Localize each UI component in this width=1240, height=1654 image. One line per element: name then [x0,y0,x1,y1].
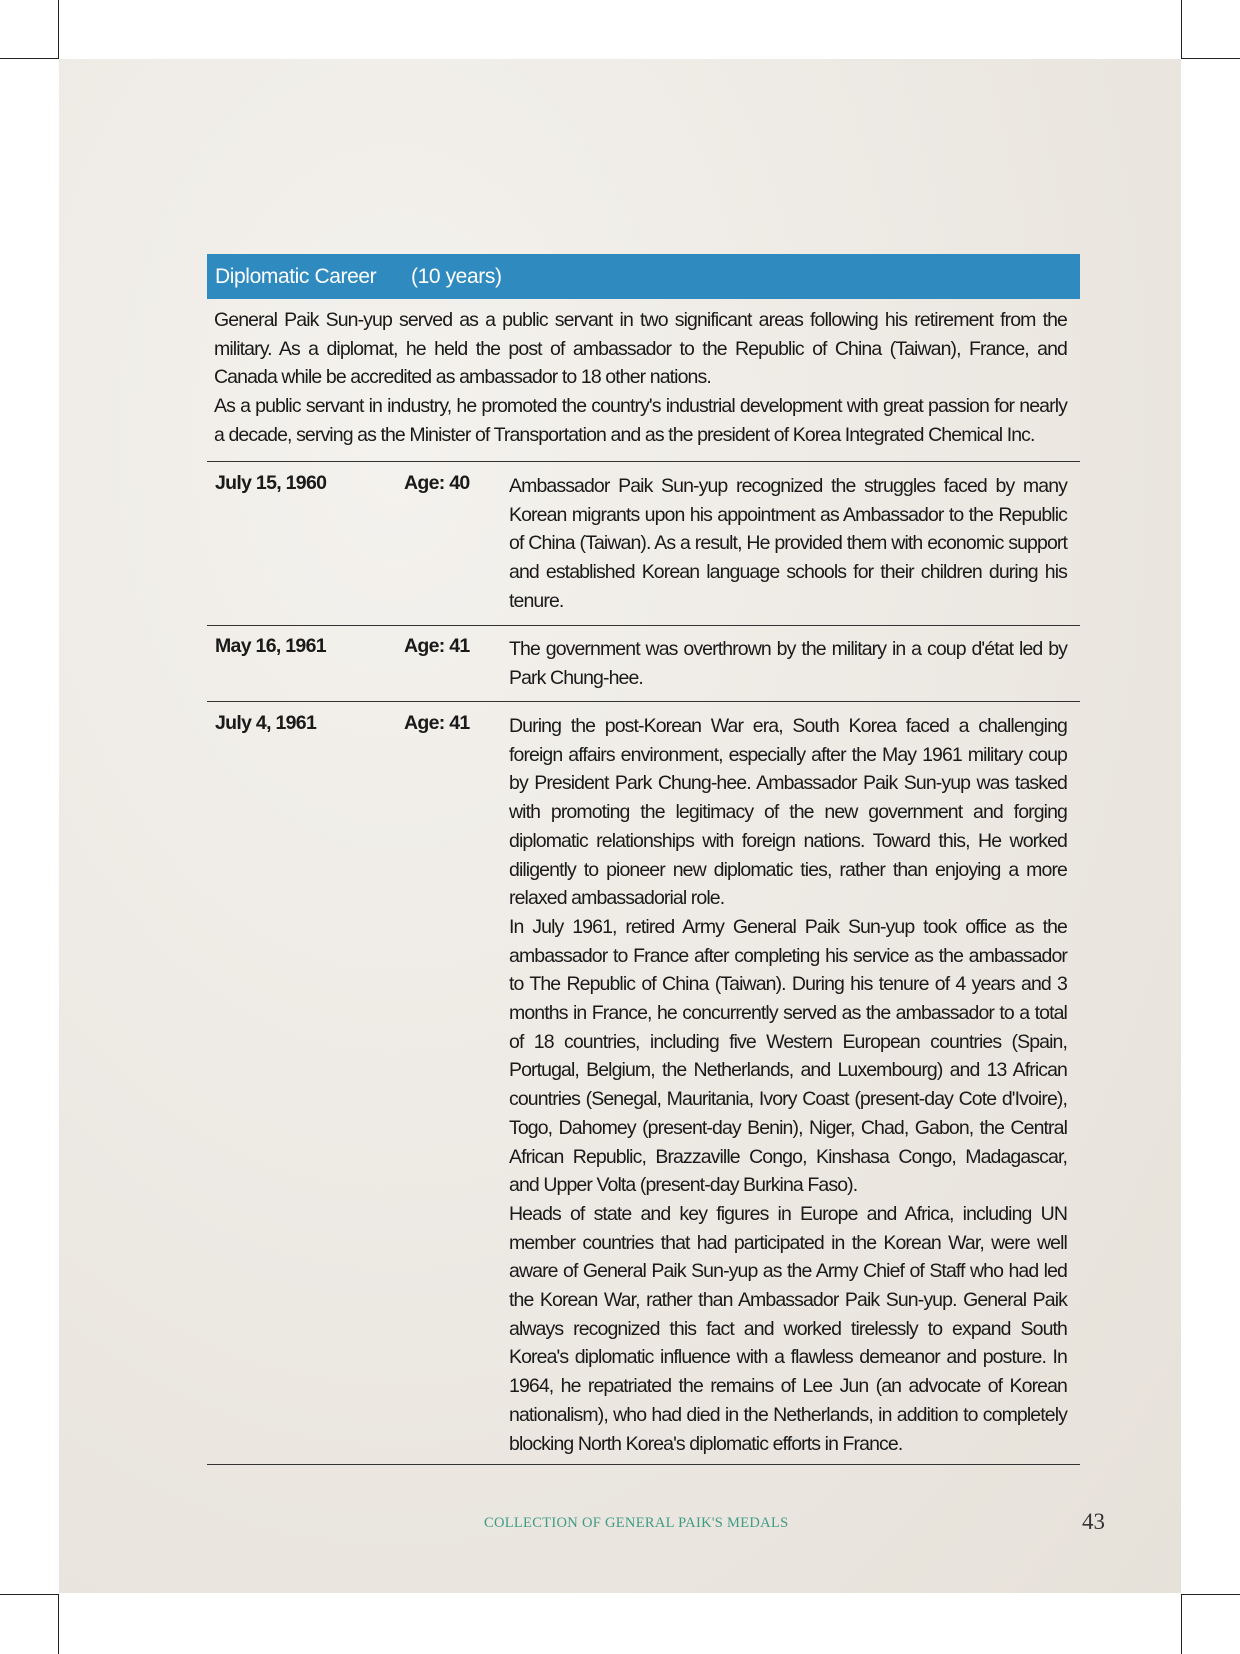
entry-paragraph: Heads of state and key figures in Europe and Africa, including UN member countries that had participated in the Korean War, were well aware of General Paik Sun-yup as the Army Chief of Staff who had led the Korean War, rather than Ambassador Paik Sun-yup. General Paik always recognized this fact and worked tirelessly to expand South Korea's diplomatic influence with a flawless demeanor and posture. In 1964, he repatriated the remains of Lee Jun (an advocate of Korean nationalism), who had died in the Netherlands, in addition to completely blocking North Korea's diplomatic efforts in France. [509,1202,1067,1455]
entry-description [509,635,1067,692]
entry-date: July 15, 1960 [215,472,327,494]
entry-paragraph: During the post-Korean War era, South Korea faced a challenging foreign affairs environment, especially after the May 1961 military coup by President Park Chung-hee. Ambassador Paik Sun-yup was tasked with promoting the legitimacy of the new government and forging diplomatic relationships with foreign nations. Toward this, He worked diligently to pioneer new diplomatic ties, rather than enjoying a more relaxed ambassadorial role. [509,715,1067,910]
intro-paragraph: General Paik Sun-yup served as a public servant in two significant areas following his retirement from the military. As a diplomat, he held the post of ambassador to the Republic of China (Taiwan), France, and Canada while be accredited as ambassador to 18 other nations. [214,309,1067,389]
divider [207,461,1080,462]
footer-collection-title: COLLECTION OF GENERAL PAIK'S MEDALS [484,1515,789,1531]
entry-date: July 4, 1961 [215,712,317,734]
section-duration: (10 years) [411,264,502,288]
entry-age: Age: 41 [404,712,470,734]
crop-mark [58,1595,59,1654]
crop-mark [0,58,59,59]
crop-mark [1181,58,1240,59]
entry-date: May 16, 1961 [215,635,326,657]
crop-mark [58,0,59,59]
page-number: 43 [1082,1509,1105,1534]
entry-paragraph: The government was overthrown by the military in a coup d'état led by Park Chung-hee. [509,638,1067,689]
section-header [207,254,1080,299]
entry-description [509,712,1067,1458]
crop-mark [1181,1594,1240,1595]
divider [207,1464,1080,1465]
divider [207,625,1080,626]
entry-age: Age: 40 [404,472,470,494]
entry-age: Age: 41 [404,635,470,657]
entry-paragraph: In July 1961, retired Army General Paik Sun-yup took office as the ambassador to France after completing his service as the ambassador to The Republic of China (Taiwan). During his tenure of 4 years and 3 months in France, he concurrently served as the ambassador to a total of 18 countries, including five Western European countries (Spain, Portugal, Belgium, the Netherlands, and Luxembourg) and 13 African countries (Senegal, Mauritania, Ivory Coast (present-day Cote d'Ivoire), Togo, Dahomey (present-day Benin), Niger, Chad, Gabon, the Central African Republic, Brazzaville Congo, Kinshasa Congo, Madagascar, and Upper Volta (present-day Burkina Faso). [509,915,1067,1197]
intro-paragraph: As a public servant in industry, he promoted the country's industrial development with great passion for nearly a decade, serving as the Minister of Transportation and as the president of Korea Integrated Chemical Inc. [214,395,1067,446]
divider [207,701,1080,702]
intro-text [214,306,1067,450]
entry-paragraph: Ambassador Paik Sun-yup recognized the struggles faced by many Korean migrants upon his appointment as Ambassador to the Republic of China (Taiwan). As a result, He provided them with economic support and established Korean language schools for their children during his tenure. [509,475,1067,612]
crop-mark [1181,1595,1182,1654]
crop-mark [0,1594,59,1595]
section-title: Diplomatic Career [215,264,377,288]
crop-mark [1181,0,1182,59]
entry-description [509,472,1067,616]
